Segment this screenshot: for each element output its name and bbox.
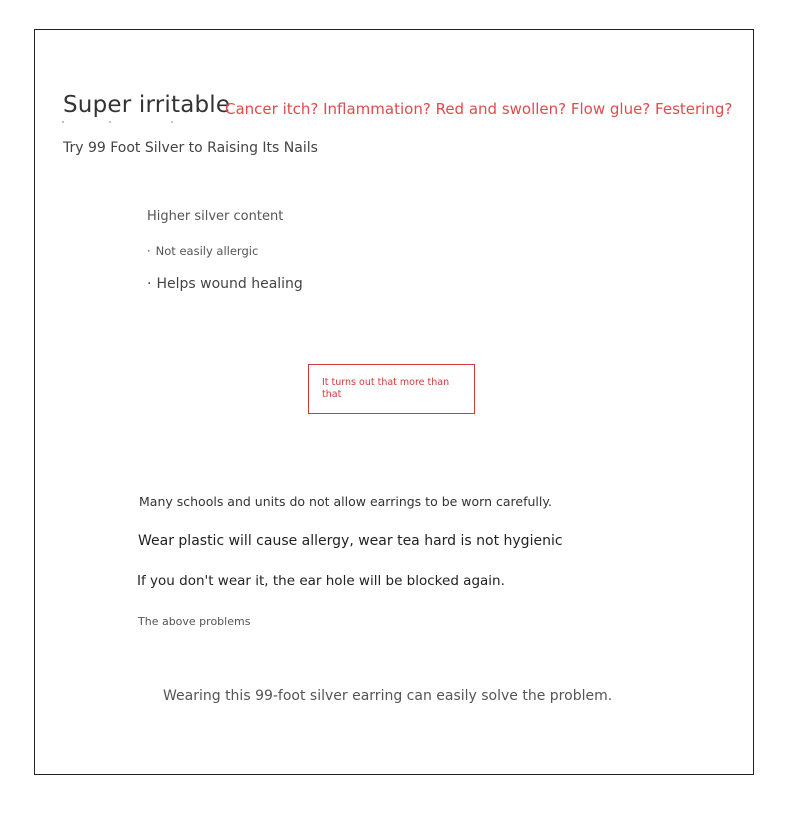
problem-line: If you don't wear it, the ear hole will be blocked again. [137,573,505,589]
page-subtitle: Try 99 Foot Silver to Raising Its Nails [63,140,318,156]
feature-item-label: Helps wound healing [156,276,303,292]
problems-summary: The above problems [138,615,251,628]
solution-text: Wearing this 99-foot silver earring can easily solve the problem. [163,688,613,704]
feature-item [147,244,258,258]
feature-heading: Higher silver content [147,209,284,224]
feature-item-label: Not easily allergic [155,244,259,258]
callout-text: It turns out that more than that [322,377,450,400]
title-underline-decoration [62,120,192,124]
feature-item [147,276,303,292]
bullet-icon: · [147,244,151,258]
problem-line: Wear plastic will cause allergy, wear tea hard is not hygienic [138,533,563,549]
page-title: Super irritable [63,92,231,118]
symptom-questions: Cancer itch? Inflammation? Red and swollen? Flow glue? Festering? [225,100,733,118]
callout-box [308,364,475,414]
bullet-icon: · [147,276,152,292]
problem-line: Many schools and units do not allow earrings to be worn carefully. [139,494,552,509]
